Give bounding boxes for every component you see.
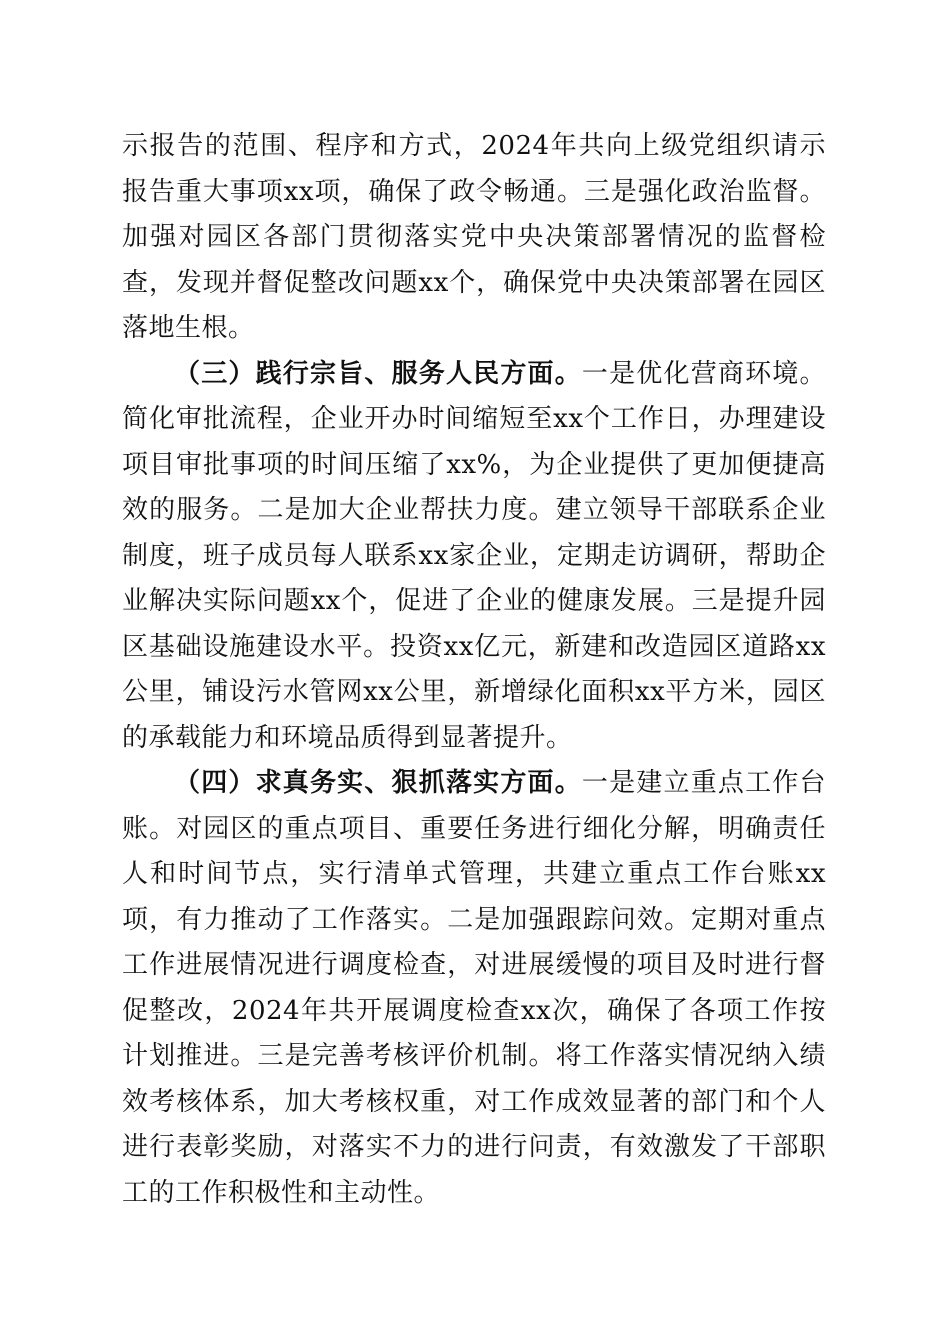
paragraph-body: 一是优化营商环境。简化审批流程，企业开办时间缩短至xx个工作日，办理建设项目审批事项的时间压缩了xx%，为企业提供了更加便捷高效的服务。二是加大企业帮扶力度。建立领导干部联系企业制度，班子成员每人联系xx家企业，定期走访调研，帮助企业解决实际问题xx个，促进了企业的健康发展。三是提升园区基础设施建设水平。投资xx亿元，新建和改造园区道路xx公里，铺设污水管网xx公里，新增绿化面积xx平方米，园区的承载能力和环境品质得到显著提升。 xyxy=(122,358,826,753)
section-heading-four: （四）求真务实、狠抓落实方面。 xyxy=(174,768,582,798)
paragraph-section-four xyxy=(122,761,826,1216)
paragraph-body: 一是建立重点工作台账。对园区的重点项目、重要任务进行细化分解，明确责任人和时间节点，实行清单式管理，共建立重点工作台账xx项，有力推动了工作落实。二是加强跟踪问效。定期对重点工作进展情况进行调度检查，对进展缓慢的项目及时进行督促整改，2024年共开展调度检查xx次，确保了各项工作按计划推进。三是完善考核评价机制。将工作落实情况纳入绩效考核体系，加大考核权重，对工作成效显著的部门和个人进行表彰奖励，对落实不力的进行问责，有效激发了干部职工的工作积极性和主动性。 xyxy=(122,768,826,1208)
paragraph-section-three xyxy=(122,352,826,762)
paragraph-body: 示报告的范围、程序和方式，2024年共向上级党组织请示报告重大事项xx项，确保了政令畅通。三是强化政治监督。加强对园区各部门贯彻落实党中央决策部署情况的监督检查，发现并督促整改问题xx个，确保党中央决策部署在园区落地生根。 xyxy=(122,131,826,343)
paragraph-continuation xyxy=(122,124,826,352)
document-body xyxy=(122,124,826,1216)
section-heading-three: （三）践行宗旨、服务人民方面。 xyxy=(174,358,582,389)
